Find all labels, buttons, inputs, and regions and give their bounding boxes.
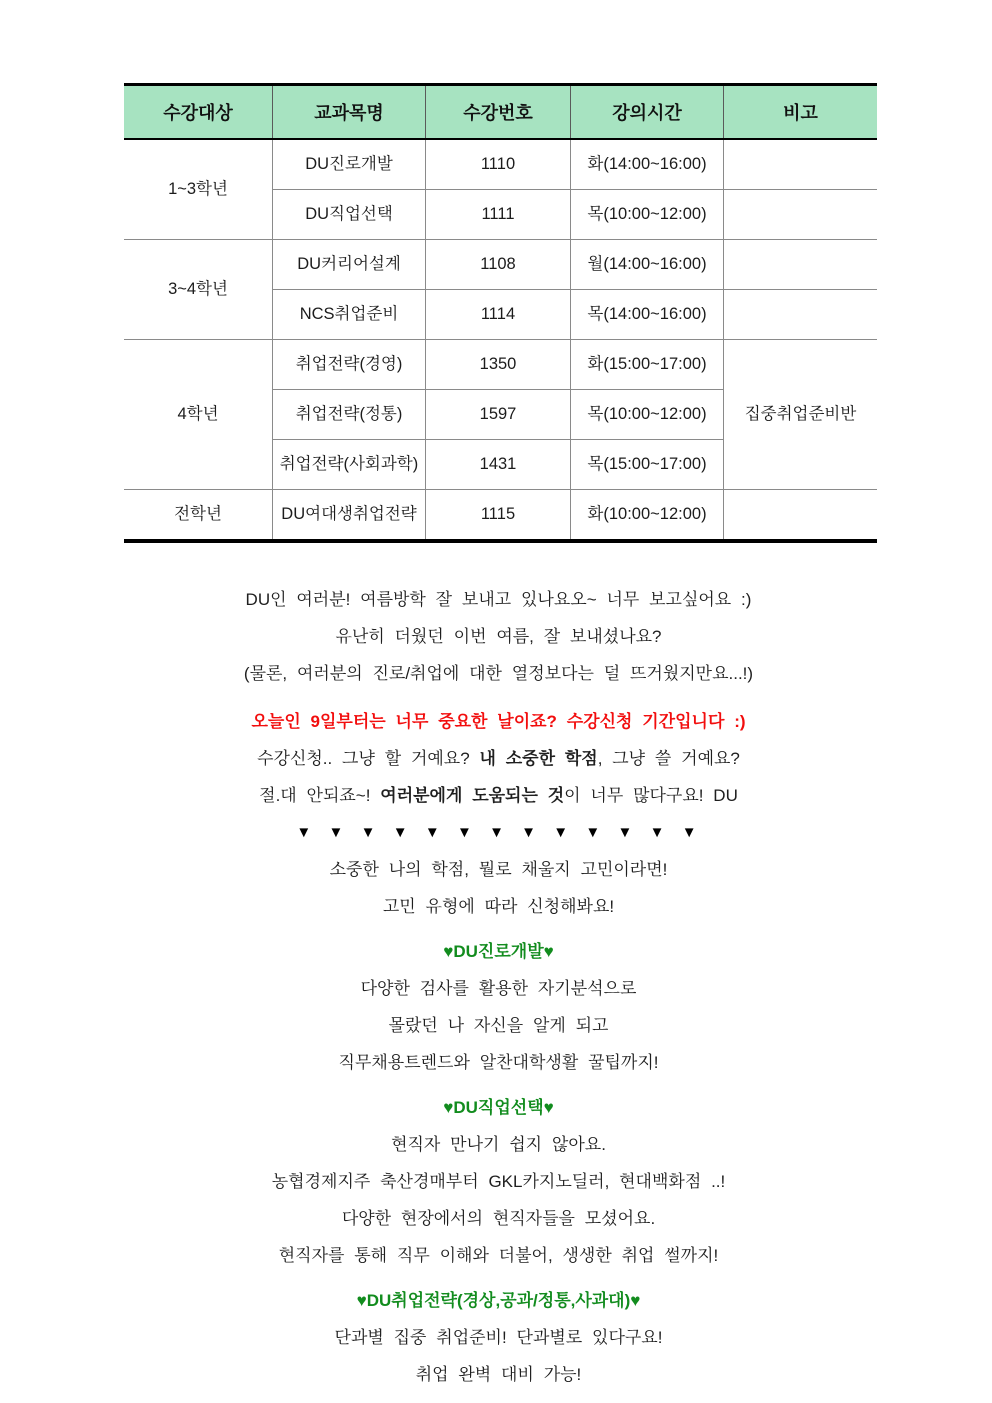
cell-code: 1597: [426, 390, 571, 440]
text-segment: 내 소중한 학점: [479, 749, 598, 768]
cell-code: 1350: [426, 340, 571, 390]
cell-time: 목(10:00~12:00): [571, 390, 724, 440]
cell-code: 1114: [426, 290, 571, 340]
course-section-2: [124, 1089, 873, 1274]
cell-time: 월(14:00~16:00): [571, 240, 724, 290]
cell-course: NCS취업준비: [273, 290, 426, 340]
section-title: ♥DU직업선택♥: [443, 1098, 554, 1117]
section-title: ♥DU취업전략(경상,공과/정통,사과대)♥: [356, 1291, 641, 1310]
greeting-paragraph: [124, 581, 873, 692]
text-line: 다양한 현장에서의 현직자들을 모셨어요.: [341, 1209, 656, 1228]
cell-code: 1111: [426, 190, 571, 240]
text-line: (물론, 여러분의 진로/취업에 대한 열정보다는 덜 뜨거웠지만요...!): [243, 664, 754, 683]
text-segment: , 그냥 쓸 거예요?: [597, 749, 740, 768]
text-segment: 수강신청.. 그냥 할 거예요?: [257, 749, 480, 768]
cell-course: DU직업선택: [273, 190, 426, 240]
course-sections: [124, 933, 873, 1393]
text-line: 몰랐던 나 자신을 알게 되고: [388, 1016, 609, 1035]
cell-time: 목(15:00~17:00): [571, 440, 724, 490]
cell-note: [724, 190, 878, 240]
cell-course: 취업전략(정통): [273, 390, 426, 440]
table-row: [124, 240, 877, 290]
text-line: 고민 유형에 따라 신청해봐요!: [382, 897, 615, 916]
cell-note: [724, 139, 878, 190]
cell-code: 1431: [426, 440, 571, 490]
header-cell-code: 수강번호: [426, 85, 571, 140]
text-line: 유난히 더웠던 이번 여름, 잘 보내셨나요?: [335, 627, 662, 646]
cell-course: 취업전략(경영): [273, 340, 426, 390]
notice-headline: 오늘인 9일부터는 너무 중요한 날이죠? 수강신청 기간입니다 :): [251, 712, 746, 731]
cell-time: 화(14:00~16:00): [571, 139, 724, 190]
cell-target: 1~3학년: [124, 139, 273, 240]
cell-target: 3~4학년: [124, 240, 273, 340]
notice-paragraph: [124, 703, 873, 814]
section-title: ♥DU진로개발♥: [443, 942, 554, 961]
cell-time: 화(15:00~17:00): [571, 340, 724, 390]
text-line: DU인 여러분! 여름방학 잘 보내고 있나요오~ 너무 보고싶어요 :): [245, 590, 752, 609]
cell-course: DU진로개발: [273, 139, 426, 190]
cell-course: DU여대생취업전략: [273, 490, 426, 542]
text-segment: 여러분에게 도움되는 것: [380, 786, 565, 805]
notice-line-2: [124, 740, 873, 777]
text-line: 다양한 검사를 활용한 자기분석으로: [360, 979, 637, 998]
text-line: 소중한 나의 학점, 뭘로 채울지 고민이라면!: [329, 860, 668, 879]
table-row: [124, 490, 877, 542]
text-line: 직무채용트렌드와 알찬대학생활 꿀팁까지!: [338, 1053, 659, 1072]
cell-target: 4학년: [124, 340, 273, 490]
course-section-1: [124, 933, 873, 1081]
text-line: 현직자 만나기 쉽지 않아요.: [391, 1135, 606, 1154]
text-line: 현직자를 통해 직무 이해와 더불어, 생생한 취업 썰까지!: [278, 1246, 719, 1265]
table-row: [124, 340, 877, 390]
header-cell-target: 수강대상: [124, 85, 273, 140]
cell-note: 집중취업준비반: [724, 340, 878, 490]
header-cell-time: 강의시간: [571, 85, 724, 140]
text-line: 단과별 집중 취업준비! 단과별로 있다구요!: [334, 1328, 663, 1347]
intro-paragraph: [124, 851, 873, 925]
course-section-3: [124, 1282, 873, 1393]
cell-code: 1108: [426, 240, 571, 290]
cell-note: [724, 290, 878, 340]
cell-target: 전학년: [124, 490, 273, 542]
notice-line-3: [124, 777, 873, 814]
cell-code: 1115: [426, 490, 571, 542]
table-header-row: [124, 85, 877, 140]
course-table: [124, 83, 877, 543]
text-segment: 절.대 안되죠~!: [259, 786, 381, 805]
document-page: [124, 0, 873, 1393]
table-row: [124, 139, 877, 190]
text-line: 취업 완벽 대비 가능!: [415, 1365, 582, 1384]
header-cell-course: 교과목명: [273, 85, 426, 140]
cell-code: 1110: [426, 139, 571, 190]
cell-time: 목(10:00~12:00): [571, 190, 724, 240]
cell-note: [724, 240, 878, 290]
header-cell-note: 비고: [724, 85, 878, 140]
cell-time: 목(14:00~16:00): [571, 290, 724, 340]
text-segment: 이 너무 많다구요! DU: [564, 786, 738, 805]
cell-course: 취업전략(사회과학): [273, 440, 426, 490]
text-line: 농협경제지주 축산경매부터 GKL카지노딜러, 현대백화점 ..!: [271, 1172, 726, 1191]
cell-time: 화(10:00~12:00): [571, 490, 724, 542]
cell-course: DU커리어설계: [273, 240, 426, 290]
divider-triangles: ▼ ▼ ▼ ▼ ▼ ▼ ▼ ▼ ▼ ▼ ▼ ▼ ▼: [296, 824, 701, 841]
cell-note: [724, 490, 878, 542]
text-body: [124, 581, 873, 1393]
